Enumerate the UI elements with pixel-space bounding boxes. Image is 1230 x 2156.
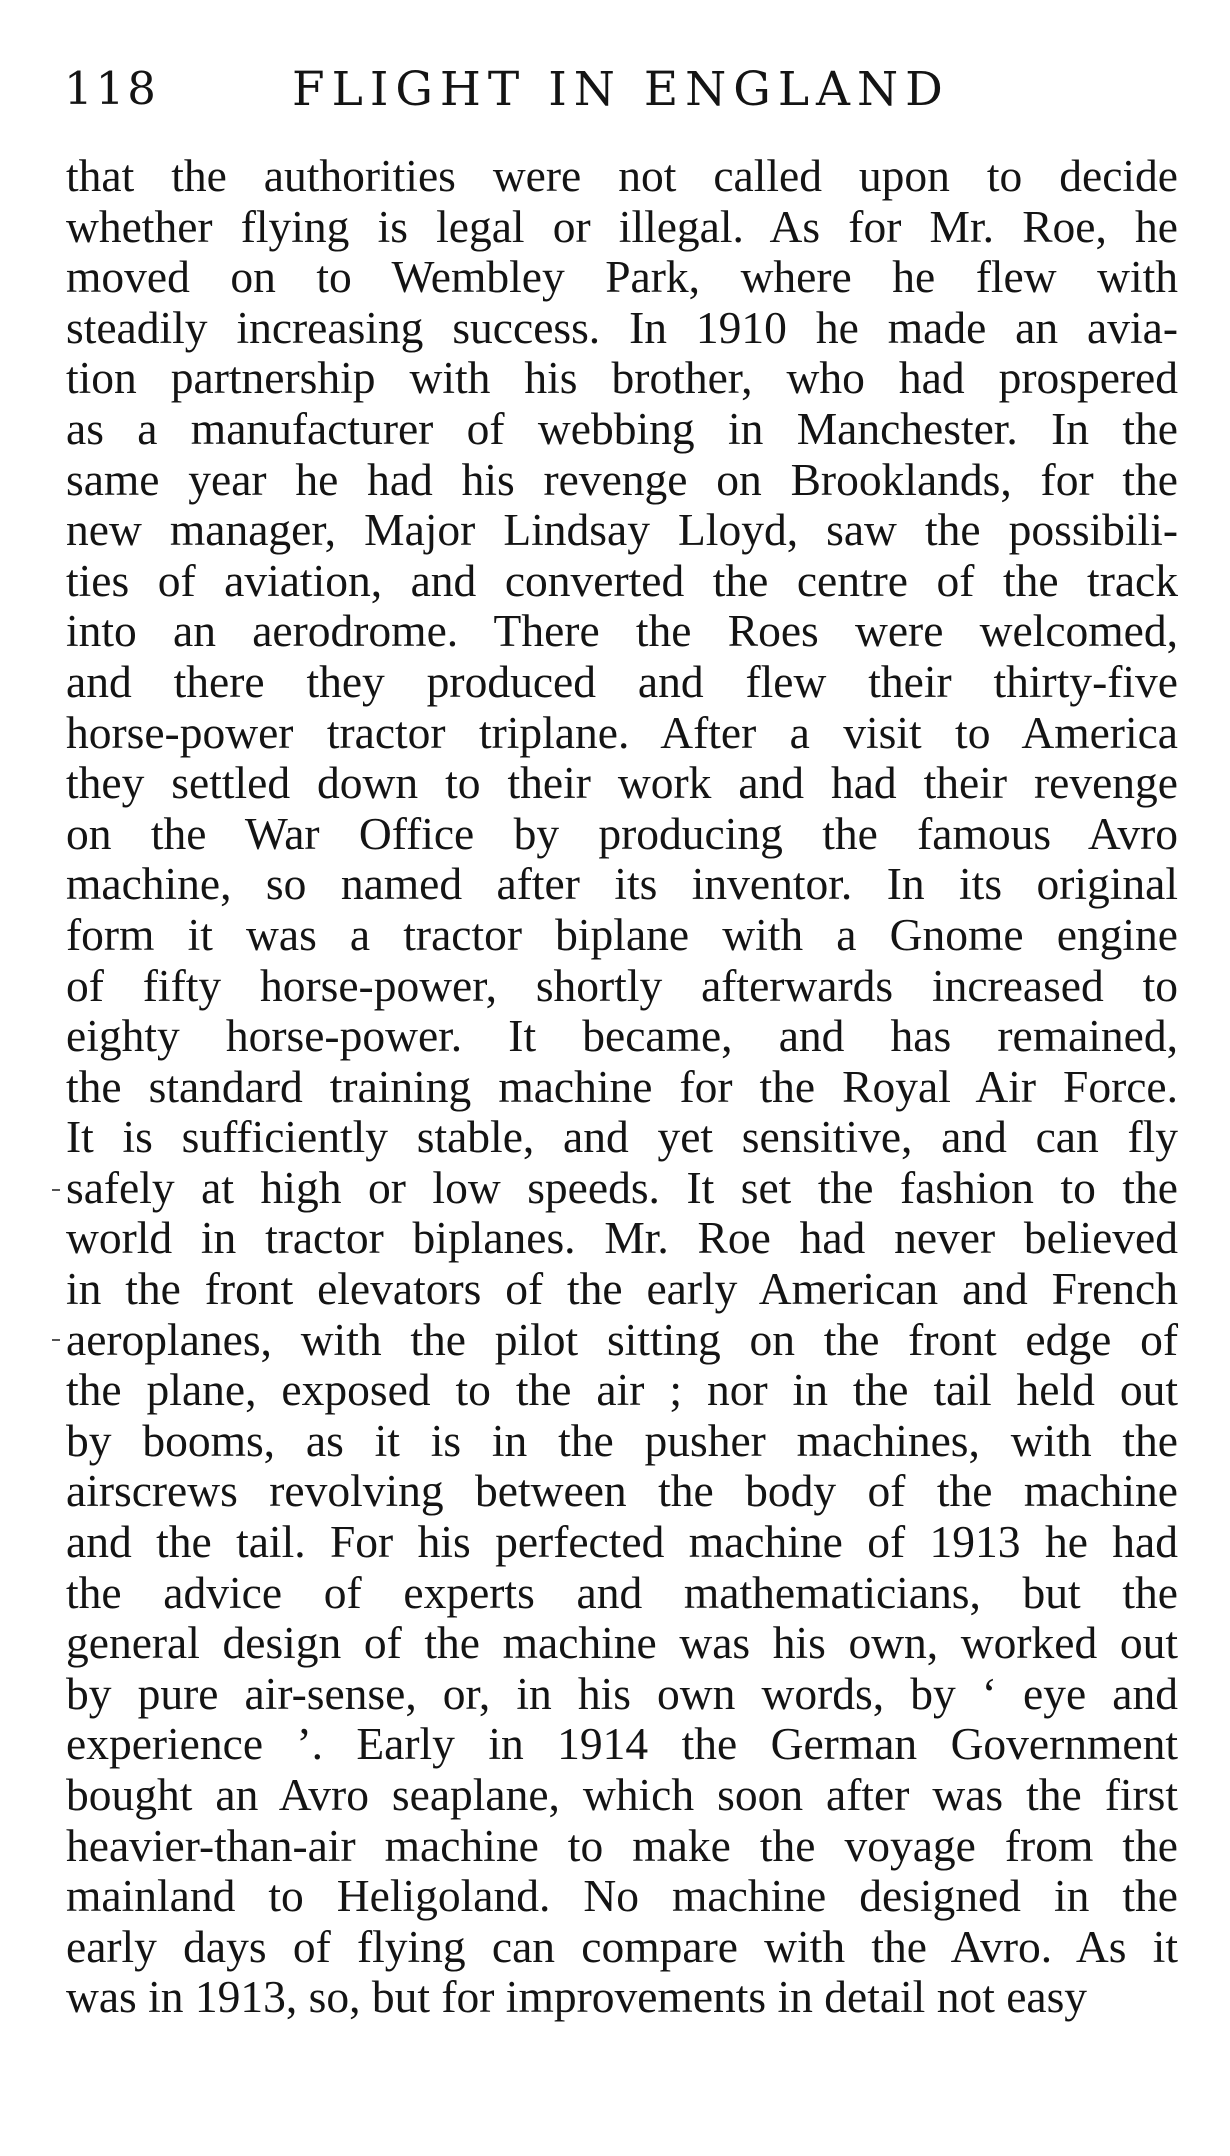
text-line: aeroplanes, with the pilot sitting on the front edge of — [66, 1313, 1178, 1365]
text-line: ties of aviation, and converted the centre of the track — [66, 554, 1178, 606]
text-line: same year he had his revenge on Brooklands, for the — [66, 453, 1178, 505]
text-line: safely at high or low speeds. It set the fashion to the — [66, 1161, 1178, 1213]
running-title: FLIGHT IN ENGLAND — [292, 62, 950, 117]
text-line: tion partnership with his brother, who had prospered — [66, 352, 1178, 404]
text-line: in the front elevators of the early American and French — [66, 1263, 1178, 1315]
text-line: heavier-than-air machine to make the voyage from the — [66, 1819, 1178, 1871]
text-line: on the War Office by producing the famous Avro — [66, 807, 1178, 859]
page-number: 118 — [64, 62, 159, 115]
text-line: bought an Avro seaplane, which soon after was the first — [66, 1769, 1178, 1820]
text-line: the plane, exposed to the air ; nor in the tail held out — [66, 1364, 1178, 1416]
text-line: new manager, Major Lindsay Lloyd, saw the possibili- — [66, 504, 1178, 556]
text-line: of fifty horse-power, shortly afterwards increased to — [66, 959, 1178, 1011]
text-line: was in 1913, so, but for improvements in detail not easy — [66, 1971, 1088, 2023]
text-line: eighty horse-power. It became, and has remained, — [66, 1010, 1178, 1062]
margin-tick-mark — [52, 1339, 60, 1341]
text-line: machine, so named after its inventor. In its original — [66, 858, 1178, 910]
text-line: and there they produced and flew their thirty-five — [66, 655, 1178, 707]
text-line: mainland to Heligoland. No machine designed in the — [66, 1870, 1178, 1922]
text-line: the standard training machine for the Royal Air Force. — [66, 1060, 1178, 1112]
text-line: horse-power tractor triplane. After a visit to America — [66, 706, 1178, 758]
text-line: into an aerodrome. There the Roes were welcomed, — [66, 605, 1178, 657]
text-line: general design of the machine was his own, worked out — [66, 1617, 1178, 1669]
text-line: world in tractor biplanes. Mr. Roe had never believed — [66, 1212, 1178, 1264]
text-line: that the authorities were not called upon to decide — [66, 150, 1178, 201]
text-line: airscrews revolving between the body of the machine — [66, 1465, 1178, 1517]
text-line: the advice of experts and mathematicians, but the — [66, 1566, 1178, 1618]
text-line: they settled down to their work and had their revenge — [66, 757, 1178, 809]
text-line: by booms, as it is in the pusher machines, with the — [66, 1414, 1178, 1466]
text-line: form it was a tractor biplane with a Gnome engine — [66, 908, 1178, 960]
text-line: whether flying is legal or illegal. As for Mr. Roe, he — [66, 200, 1178, 252]
page-header — [64, 62, 1174, 132]
text-line: steadily increasing success. In 1910 he made an avia- — [66, 301, 1178, 353]
text-line: and the tail. For his perfected machine of 1913 he had — [66, 1516, 1178, 1568]
text-line: early days of flying can compare with the Avro. As it — [66, 1920, 1178, 1972]
text-line: moved on to Wembley Park, where he flew with — [66, 251, 1178, 303]
text-line: as a manufacturer of webbing in Manchester. In the — [66, 402, 1178, 454]
text-line: by pure air-sense, or, in his own words, by ‘ eye and — [66, 1667, 1178, 1719]
body-text — [66, 151, 1178, 2023]
text-line: It is sufficiently stable, and yet sensitive, and can fly — [66, 1111, 1178, 1163]
margin-tick-mark — [52, 1189, 60, 1191]
text-line: experience ’. Early in 1914 the German Government — [66, 1718, 1178, 1770]
